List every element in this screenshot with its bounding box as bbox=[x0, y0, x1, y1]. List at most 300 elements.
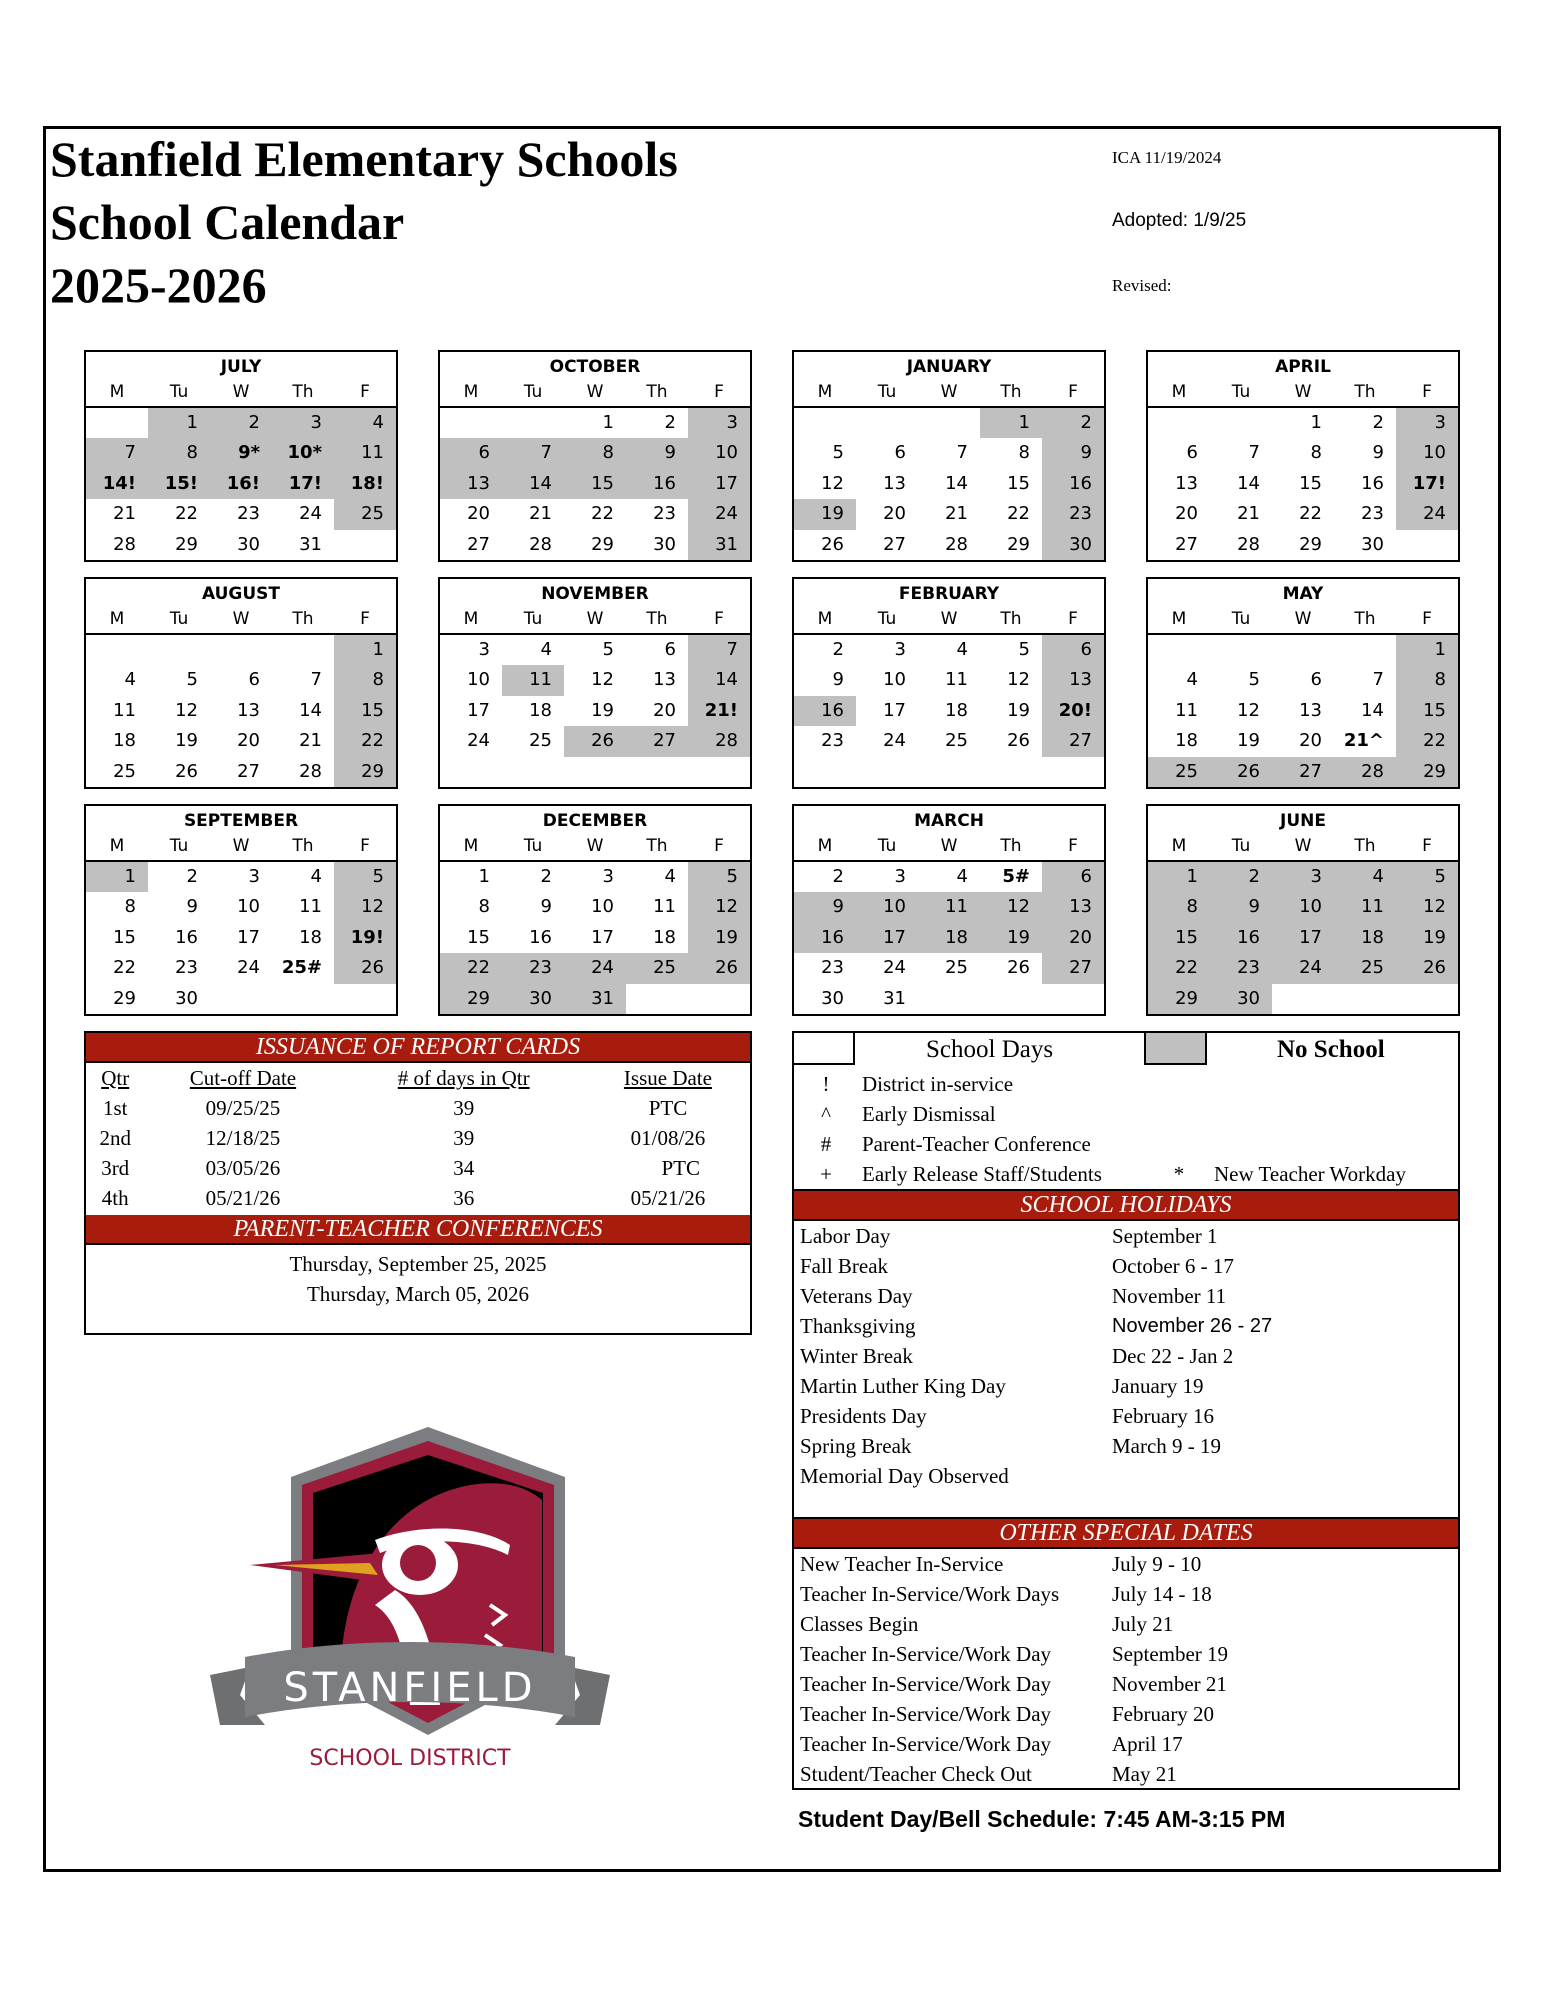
weekday-label: Th bbox=[646, 836, 668, 856]
weekday-label: F bbox=[1068, 609, 1078, 629]
day-cell: 15 bbox=[113, 926, 136, 948]
list-item bbox=[794, 1579, 1458, 1609]
day-grid bbox=[1148, 408, 1458, 560]
day-cell: 12 bbox=[334, 892, 396, 922]
event-date: November 26 - 27 bbox=[1112, 1315, 1273, 1337]
day-cell: 30 bbox=[821, 987, 844, 1009]
table-row bbox=[86, 1093, 750, 1123]
day-cell: 16 bbox=[794, 696, 856, 726]
day-cell: 3 bbox=[248, 866, 260, 887]
legend-text: Early Release Staff/Students bbox=[862, 1162, 1102, 1186]
day-cell: 4 bbox=[664, 866, 676, 887]
day-cell: 9 bbox=[1372, 442, 1384, 464]
legend-text: District in-service bbox=[862, 1072, 1014, 1096]
day-cell: 4 bbox=[540, 639, 552, 660]
list-item bbox=[794, 1311, 1458, 1341]
day-cell: 26 bbox=[564, 726, 626, 756]
table-row bbox=[86, 1123, 750, 1153]
day-cell: 4 bbox=[334, 408, 396, 438]
day-cell: 29 bbox=[113, 987, 136, 1009]
weekday-header bbox=[1148, 605, 1458, 635]
weekday-label: M bbox=[1171, 609, 1187, 629]
month-name: JUNE bbox=[1280, 811, 1326, 831]
list-item bbox=[794, 1461, 1458, 1491]
list-item bbox=[794, 1549, 1458, 1579]
day-cell: 13 bbox=[1042, 665, 1104, 695]
day-cell: 2 bbox=[832, 866, 844, 887]
day-cell: 9* bbox=[210, 438, 272, 468]
empty-cell bbox=[86, 635, 148, 665]
month-name: MARCH bbox=[914, 811, 984, 831]
event-date: October 6 - 17 bbox=[1112, 1254, 1234, 1278]
event-name: Memorial Day Observed bbox=[800, 1464, 1009, 1488]
weekday-header bbox=[440, 378, 750, 408]
empty-cell bbox=[794, 757, 856, 787]
day-cell: 24 bbox=[1396, 499, 1458, 529]
list-item bbox=[794, 1699, 1458, 1729]
holidays-header: SCHOOL HOLIDAYS bbox=[794, 1189, 1458, 1221]
weekday-label: W bbox=[940, 382, 958, 402]
day-cell: 7 bbox=[956, 442, 968, 464]
day-cell: 22 bbox=[591, 503, 614, 525]
empty-cell bbox=[688, 757, 750, 787]
weekday-label: Tu bbox=[877, 836, 897, 856]
day-cell: 1 bbox=[980, 408, 1042, 438]
weekday-label: Tu bbox=[877, 609, 897, 629]
month-september bbox=[84, 804, 398, 1016]
day-cell: 1 bbox=[602, 412, 614, 433]
day-cell: 26 bbox=[1210, 757, 1272, 787]
day-cell: 7 bbox=[86, 438, 148, 468]
day-cell: 12 bbox=[980, 892, 1042, 922]
day-cell: 18! bbox=[334, 469, 396, 499]
day-cell: 31 bbox=[883, 987, 906, 1009]
list-item bbox=[794, 1729, 1458, 1759]
day-cell: 15 bbox=[1007, 472, 1030, 494]
day-cell: 12 bbox=[1396, 892, 1458, 922]
day-cell: 2 bbox=[1372, 412, 1384, 433]
ptc-dates bbox=[86, 1245, 750, 1309]
day-cell: 19 bbox=[175, 730, 198, 752]
weekday-label: Tu bbox=[1231, 382, 1251, 402]
special-dates-list bbox=[794, 1549, 1458, 1789]
day-cell: 10 bbox=[688, 438, 750, 468]
issue: PTC bbox=[648, 1095, 688, 1120]
report-cards-table bbox=[86, 1063, 750, 1213]
day-cell: 17 bbox=[856, 923, 918, 953]
day-cell: 30 bbox=[1361, 533, 1384, 555]
day-cell: 28 bbox=[688, 726, 750, 756]
day-cell: 26 bbox=[1007, 957, 1030, 979]
weekday-label: M bbox=[817, 836, 833, 856]
weekday-label: Th bbox=[1000, 609, 1022, 629]
empty-cell bbox=[210, 635, 272, 665]
weekday-header bbox=[1148, 378, 1458, 408]
empty-cell bbox=[918, 408, 980, 438]
weekday-label: M bbox=[109, 836, 125, 856]
day-cell: 30 bbox=[237, 533, 260, 555]
day-grid bbox=[86, 635, 396, 787]
day-cell: 3 bbox=[894, 639, 906, 660]
report-cards-panel bbox=[84, 1031, 752, 1335]
event-date: July 14 - 18 bbox=[1112, 1582, 1212, 1606]
day-cell: 6 bbox=[1186, 442, 1198, 464]
legend-key bbox=[794, 1033, 1458, 1069]
day-cell: 17 bbox=[1272, 923, 1334, 953]
day-cell: 16 bbox=[1042, 469, 1104, 499]
day-cell: 11 bbox=[502, 665, 564, 695]
day-cell: 22 bbox=[334, 726, 396, 756]
day-cell: 27 bbox=[1042, 953, 1104, 983]
event-name: Fall Break bbox=[800, 1254, 889, 1278]
weekday-label: F bbox=[1068, 836, 1078, 856]
day-cell: 26 bbox=[688, 953, 750, 983]
month-december bbox=[438, 804, 752, 1016]
day-cell: 24 bbox=[883, 730, 906, 752]
day-cell: 20 bbox=[1299, 730, 1322, 752]
weekday-label: Th bbox=[646, 609, 668, 629]
day-cell: 5 bbox=[334, 862, 396, 892]
weekday-label: W bbox=[940, 836, 958, 856]
day-cell: 21 bbox=[299, 730, 322, 752]
day-cell: 4 bbox=[310, 866, 322, 887]
day-grid bbox=[440, 635, 750, 787]
day-cell: 25 bbox=[1334, 953, 1396, 983]
day-cell: 4 bbox=[1334, 862, 1396, 892]
empty-cell bbox=[502, 757, 564, 787]
day-cell: 8 bbox=[124, 896, 136, 918]
month-name: OCTOBER bbox=[549, 357, 641, 377]
day-cell: 8 bbox=[478, 896, 490, 918]
day-cell: 30 bbox=[1210, 984, 1272, 1014]
legend-symbol: ^ bbox=[821, 1102, 831, 1126]
day-cell: 28 bbox=[945, 533, 968, 555]
weekday-label: F bbox=[714, 836, 724, 856]
empty-cell bbox=[1210, 408, 1272, 438]
day-cell: 1 bbox=[1310, 412, 1322, 433]
empty-cell bbox=[794, 408, 856, 438]
weekday-label: F bbox=[714, 609, 724, 629]
weekday-label: W bbox=[586, 836, 604, 856]
day-cell: 23 bbox=[821, 957, 844, 979]
day-cell: 14 bbox=[299, 699, 322, 721]
day-cell: 26 bbox=[1007, 730, 1030, 752]
event-name: Classes Begin bbox=[800, 1612, 919, 1636]
ica-date: ICA 11/19/2024 bbox=[1112, 148, 1222, 167]
ptc-header: PARENT-TEACHER CONFERENCES bbox=[86, 1215, 750, 1245]
event-name: Student/Teacher Check Out bbox=[800, 1762, 1032, 1786]
weekday-label: Tu bbox=[523, 836, 543, 856]
day-cell: 22 bbox=[440, 953, 502, 983]
day-cell: 12 bbox=[175, 699, 198, 721]
day-cell: 13 bbox=[653, 669, 676, 691]
day-grid bbox=[86, 862, 396, 1014]
weekday-label: M bbox=[463, 382, 479, 402]
day-cell: 28 bbox=[113, 533, 136, 555]
day-cell: 2 bbox=[210, 408, 272, 438]
month-name: NOVEMBER bbox=[541, 584, 649, 604]
empty-cell bbox=[1148, 408, 1210, 438]
days: 39 bbox=[453, 1125, 475, 1150]
day-cell: 12 bbox=[821, 472, 844, 494]
empty-cell bbox=[86, 408, 148, 438]
day-cell: 25 bbox=[945, 957, 968, 979]
day-cell: 1 bbox=[148, 408, 210, 438]
event-name: Thanksgiving bbox=[800, 1314, 916, 1338]
month-name: FEBRUARY bbox=[898, 584, 1000, 604]
empty-cell bbox=[626, 757, 688, 787]
empty-cell bbox=[210, 984, 272, 1014]
day-cell: 6 bbox=[248, 669, 260, 691]
title-school-name: Stanfield Elementary Schools bbox=[50, 131, 678, 187]
day-cell: 9 bbox=[1210, 892, 1272, 922]
day-cell: 10 bbox=[1396, 438, 1458, 468]
day-cell: 30 bbox=[1042, 530, 1104, 560]
weekday-header bbox=[86, 832, 396, 862]
day-cell: 11 bbox=[653, 896, 676, 918]
day-cell: 7 bbox=[310, 669, 322, 691]
day-cell: 9 bbox=[540, 896, 552, 918]
day-cell: 1 bbox=[86, 862, 148, 892]
empty-cell bbox=[918, 757, 980, 787]
weekday-label: Tu bbox=[1231, 836, 1251, 856]
cutoff: 05/21/26 bbox=[205, 1185, 281, 1210]
empty-cell bbox=[1272, 984, 1334, 1014]
qtr: 2nd bbox=[99, 1125, 131, 1150]
day-cell: 8 bbox=[334, 665, 396, 695]
weekday-label: W bbox=[586, 382, 604, 402]
day-cell: 6 bbox=[440, 438, 502, 468]
day-cell: 15 bbox=[564, 469, 626, 499]
holidays-list bbox=[794, 1221, 1458, 1517]
day-cell: 5 bbox=[1018, 639, 1030, 660]
day-cell: 12 bbox=[591, 669, 614, 691]
empty-cell bbox=[334, 530, 396, 560]
day-cell: 6 bbox=[1042, 862, 1104, 892]
day-cell: 11 bbox=[113, 699, 136, 721]
qtr: 1st bbox=[102, 1095, 128, 1120]
day-cell: 22 bbox=[1396, 726, 1458, 756]
list-item bbox=[794, 1431, 1458, 1461]
day-cell: 18 bbox=[113, 730, 136, 752]
weekday-label: M bbox=[817, 382, 833, 402]
empty-cell bbox=[334, 984, 396, 1014]
weekday-label: F bbox=[714, 382, 724, 402]
weekday-label: Th bbox=[1354, 609, 1376, 629]
weekday-label: F bbox=[1422, 836, 1432, 856]
month-march bbox=[792, 804, 1106, 1016]
day-cell: 14 bbox=[688, 665, 750, 695]
day-cell: 24 bbox=[564, 953, 626, 983]
day-cell: 6 bbox=[1042, 635, 1104, 665]
day-cell: 5# bbox=[1002, 866, 1030, 887]
day-cell: 18 bbox=[918, 923, 980, 953]
list-item bbox=[794, 1371, 1458, 1401]
day-cell: 22 bbox=[1299, 503, 1322, 525]
day-cell: 1 bbox=[334, 635, 396, 665]
day-cell: 3 bbox=[894, 866, 906, 887]
weekday-label: M bbox=[109, 382, 125, 402]
day-grid bbox=[794, 635, 1104, 787]
day-cell: 20 bbox=[1175, 503, 1198, 525]
day-cell: 15 bbox=[1148, 923, 1210, 953]
day-cell: 8 bbox=[1148, 892, 1210, 922]
day-cell: 2 bbox=[1042, 408, 1104, 438]
legend-item bbox=[794, 1129, 1458, 1159]
day-cell: 1 bbox=[1396, 635, 1458, 665]
title-calendar: School Calendar bbox=[50, 194, 405, 250]
day-cell: 22 bbox=[175, 503, 198, 525]
weekday-label: Th bbox=[292, 836, 314, 856]
day-cell: 9 bbox=[626, 438, 688, 468]
weekday-label: W bbox=[232, 609, 250, 629]
legend-holidays-panel bbox=[792, 1031, 1460, 1790]
list-item bbox=[794, 1221, 1458, 1251]
day-cell: 5 bbox=[688, 862, 750, 892]
weekday-label: M bbox=[109, 609, 125, 629]
day-cell: 24 bbox=[883, 957, 906, 979]
empty-cell bbox=[1042, 984, 1104, 1014]
day-cell: 27 bbox=[626, 726, 688, 756]
day-cell: 28 bbox=[1334, 757, 1396, 787]
day-cell: 17 bbox=[591, 926, 614, 948]
day-cell: 15 bbox=[467, 926, 490, 948]
day-cell: 23 bbox=[502, 953, 564, 983]
month-name: JULY bbox=[220, 357, 262, 377]
weekday-label: F bbox=[360, 382, 370, 402]
legend-item bbox=[794, 1069, 1458, 1099]
day-cell: 27 bbox=[1175, 533, 1198, 555]
days: 39 bbox=[453, 1095, 475, 1120]
qtr: 4th bbox=[101, 1185, 129, 1210]
day-cell: 15 bbox=[1299, 472, 1322, 494]
day-cell: 5 bbox=[832, 442, 844, 464]
day-cell: 3 bbox=[1272, 862, 1334, 892]
day-cell: 16 bbox=[1361, 472, 1384, 494]
empty-cell bbox=[1396, 530, 1458, 560]
day-cell: 5 bbox=[1396, 862, 1458, 892]
empty-cell bbox=[918, 984, 980, 1014]
weekday-label: Th bbox=[1000, 382, 1022, 402]
day-cell: 28 bbox=[299, 760, 322, 782]
qtr: 3rd bbox=[101, 1155, 130, 1180]
weekday-header bbox=[86, 378, 396, 408]
empty-cell bbox=[148, 635, 210, 665]
weekday-label: W bbox=[1294, 382, 1312, 402]
title-year: 2025-2026 bbox=[50, 257, 267, 313]
logo-subtitle: SCHOOL DISTRICT bbox=[309, 1746, 511, 1771]
empty-cell bbox=[856, 757, 918, 787]
day-cell: 3 bbox=[272, 408, 334, 438]
day-cell: 19! bbox=[334, 923, 396, 953]
weekday-label: Tu bbox=[169, 382, 189, 402]
day-cell: 4 bbox=[1186, 669, 1198, 691]
list-item bbox=[794, 1281, 1458, 1311]
day-cell: 14 bbox=[502, 469, 564, 499]
col-qtr: Qtr bbox=[101, 1065, 130, 1090]
day-cell: 23 bbox=[1042, 499, 1104, 529]
day-cell: 20! bbox=[1042, 696, 1104, 726]
day-cell: 9 bbox=[832, 669, 844, 691]
day-grid bbox=[794, 408, 1104, 560]
weekday-label: Th bbox=[1354, 382, 1376, 402]
empty-cell bbox=[626, 984, 688, 1014]
empty-cell bbox=[440, 757, 502, 787]
day-cell: 21 bbox=[1237, 503, 1260, 525]
day-grid bbox=[86, 408, 396, 560]
event-name: Martin Luther King Day bbox=[800, 1374, 1006, 1398]
month-june bbox=[1146, 804, 1460, 1016]
day-cell: 17! bbox=[272, 469, 334, 499]
day-grid bbox=[1148, 635, 1458, 787]
month-name: APRIL bbox=[1275, 357, 1331, 377]
report-cards-header: ISSUANCE OF REPORT CARDS bbox=[86, 1033, 750, 1063]
event-date: February 16 bbox=[1112, 1404, 1215, 1428]
event-date: Dec 22 - Jan 2 bbox=[1112, 1344, 1234, 1368]
day-cell: 20 bbox=[883, 503, 906, 525]
day-cell: 14 bbox=[1237, 472, 1260, 494]
day-cell: 29 bbox=[1007, 533, 1030, 555]
day-cell: 3 bbox=[602, 866, 614, 887]
legend-text: Early Dismissal bbox=[862, 1102, 996, 1126]
weekday-label: W bbox=[232, 382, 250, 402]
event-name: Veterans Day bbox=[800, 1284, 913, 1308]
weekday-label: F bbox=[360, 836, 370, 856]
event-date: November 21 bbox=[1112, 1672, 1227, 1696]
month-july bbox=[84, 350, 398, 562]
weekday-label: M bbox=[1171, 382, 1187, 402]
day-cell: 18 bbox=[653, 926, 676, 948]
day-cell: 13 bbox=[1042, 892, 1104, 922]
weekday-header bbox=[440, 832, 750, 862]
day-cell: 29 bbox=[591, 533, 614, 555]
day-cell: 16 bbox=[529, 926, 552, 948]
day-cell: 20 bbox=[237, 730, 260, 752]
day-cell: 2 bbox=[832, 639, 844, 660]
day-cell: 13 bbox=[440, 469, 502, 499]
day-cell: 24 bbox=[1272, 953, 1334, 983]
day-cell: 21 bbox=[945, 503, 968, 525]
weekday-label: W bbox=[232, 836, 250, 856]
event-date: November 11 bbox=[1112, 1284, 1227, 1308]
empty-cell bbox=[980, 757, 1042, 787]
day-cell: 7 bbox=[1248, 442, 1260, 464]
day-cell: 2 bbox=[540, 866, 552, 887]
day-cell: 11 bbox=[1334, 892, 1396, 922]
weekday-label: W bbox=[1294, 836, 1312, 856]
weekday-label: Th bbox=[1000, 836, 1022, 856]
empty-cell bbox=[1334, 984, 1396, 1014]
day-cell: 14! bbox=[86, 469, 148, 499]
day-cell: 15 bbox=[1396, 696, 1458, 726]
no-school-label: No School bbox=[1277, 1036, 1385, 1063]
day-cell: 6 bbox=[894, 442, 906, 464]
weekday-header bbox=[86, 605, 396, 635]
ptc-date: Thursday, March 05, 2026 bbox=[306, 1282, 529, 1306]
day-cell: 23 bbox=[175, 957, 198, 979]
legend-symbols bbox=[794, 1069, 1458, 1189]
weekday-label: M bbox=[463, 836, 479, 856]
legend-symbol: # bbox=[820, 1132, 832, 1156]
day-cell: 11 bbox=[1175, 699, 1198, 721]
day-cell: 19 bbox=[1007, 699, 1030, 721]
day-cell: 10 bbox=[467, 669, 490, 691]
day-cell: 3 bbox=[688, 408, 750, 438]
day-cell: 18 bbox=[1175, 730, 1198, 752]
day-cell: 10 bbox=[883, 669, 906, 691]
day-cell: 30 bbox=[502, 984, 564, 1014]
weekday-label: Tu bbox=[1231, 609, 1251, 629]
